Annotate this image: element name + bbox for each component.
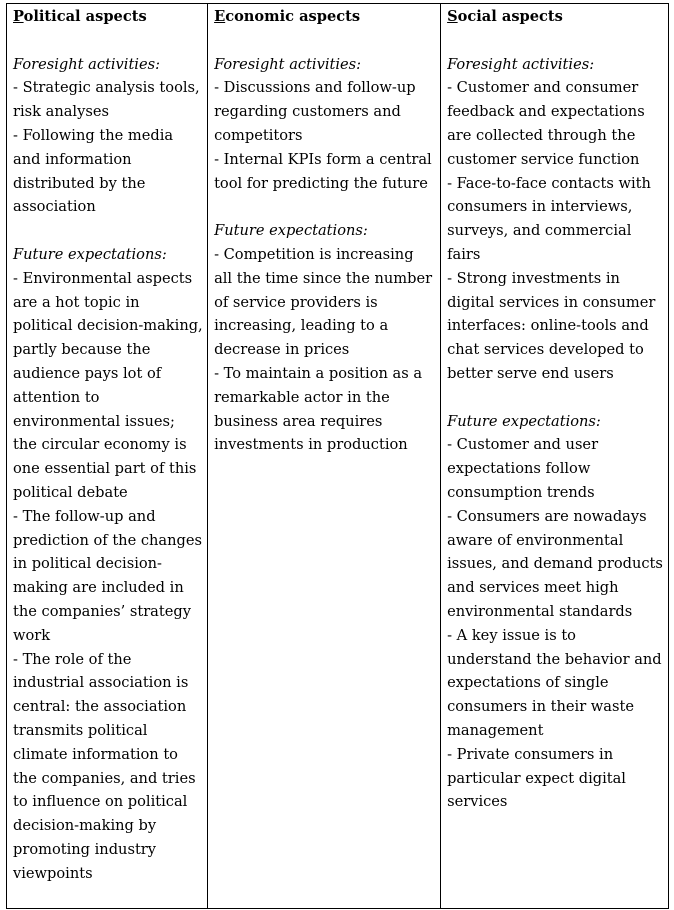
list-item: - Customer and consumer feedback and expectations are collected through the customer service function bbox=[447, 79, 645, 168]
table-row bbox=[7, 4, 669, 909]
aspects-table bbox=[6, 3, 669, 909]
list-item: - Strategic analysis tools, risk analyses bbox=[13, 79, 200, 121]
heading-rest: conomic aspects bbox=[225, 8, 361, 25]
list-item: - To maintain a position as a remarkable actor in the business area requires investments in production bbox=[214, 364, 423, 454]
list-item: - Customer and user expectations follow consumption trends bbox=[447, 436, 599, 501]
political-foresight-title: Foresight activities: bbox=[13, 55, 161, 73]
social-foresight-title: Foresight activities: bbox=[447, 55, 595, 73]
list-item: - Consumers are nowadays aware of environmental issues, and demand products and services meet high environmental standards bbox=[447, 507, 663, 620]
heading-rest: olitical aspects bbox=[23, 8, 147, 25]
list-item: - Following the media and information distributed by the association bbox=[13, 126, 174, 216]
list-item: - Strong investments in digital services in consumer interfaces: online-tools and chat services developed to better serve end users bbox=[447, 269, 656, 382]
economic-aspects-heading bbox=[214, 5, 436, 29]
social-expectations-title: Future expectations: bbox=[447, 412, 601, 430]
list-item: - A key issue is to understand the behavior and expectations of single consumers in their waste management bbox=[447, 626, 662, 739]
list-item: - Environmental aspects are a hot topic in political decision-making, partly because the audience pays lot of attention to environmental issues; the circular economy is one essential part of this political debate bbox=[13, 269, 203, 501]
economic-aspects-cell bbox=[208, 4, 441, 909]
list-item: - Internal KPIs form a central tool for predicting the future bbox=[214, 150, 432, 192]
list-item: - Face-to-face contacts with consumers in interviews, surveys, and commercial fairs bbox=[447, 174, 651, 263]
heading-rest: ocial aspects bbox=[457, 8, 563, 25]
political-aspects-cell bbox=[7, 4, 208, 909]
list-item: - The role of the industrial association is central: the association transmits political climate information to the companies, and tries to influence on political decision-making by promoting industry viewpoints bbox=[13, 650, 196, 882]
economic-foresight-title: Foresight activities: bbox=[214, 55, 362, 73]
social-aspects-cell bbox=[441, 4, 669, 909]
list-item: - Discussions and follow-up regarding customers and competitors bbox=[214, 79, 416, 144]
heading-initial: S bbox=[447, 8, 458, 25]
heading-initial: P bbox=[13, 8, 24, 25]
heading-initial: E bbox=[214, 8, 226, 25]
list-item: - Private consumers in particular expect digital services bbox=[447, 745, 626, 811]
political-aspects-heading bbox=[13, 5, 203, 29]
social-aspects-heading bbox=[447, 5, 664, 29]
political-expectations-title: Future expectations: bbox=[13, 245, 167, 263]
list-item: - The follow-up and prediction of the changes in political decision-making are included in the companies’ strategy work bbox=[13, 507, 202, 644]
list-item: - Competition is increasing all the time since the number of service providers is increasing, leading to a decrease in prices bbox=[214, 245, 433, 359]
economic-expectations-title: Future expectations: bbox=[214, 222, 368, 240]
